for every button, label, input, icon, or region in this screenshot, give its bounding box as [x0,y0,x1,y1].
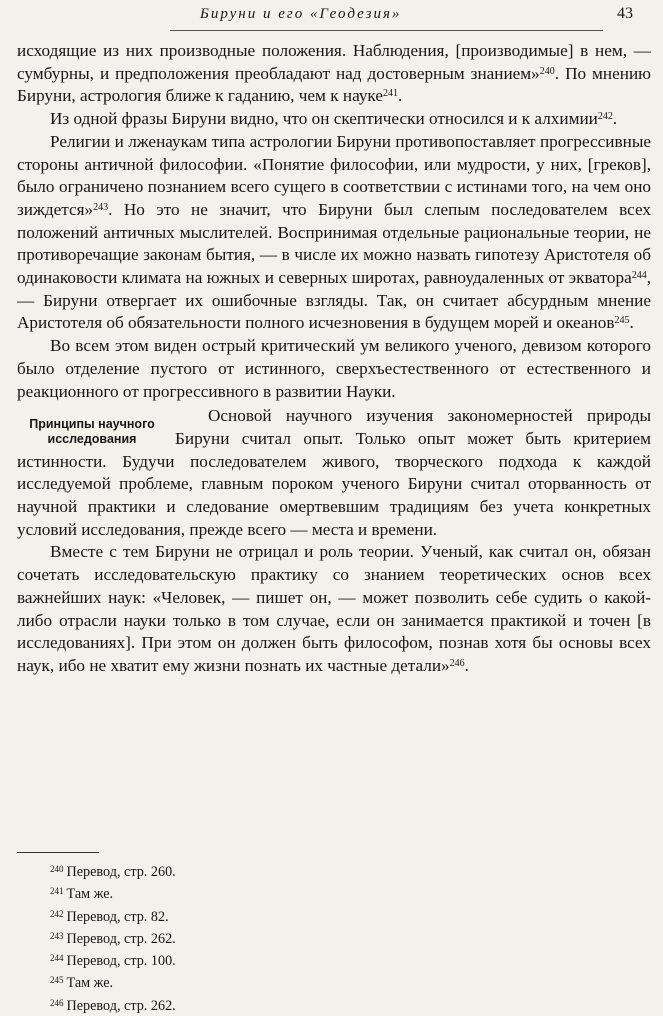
text-run: Во всем этом виден острый критический ум великого ученого, девизом которого было отделение пустого от истинного, сверхъестественного от естественного и реакционного от прогрессивного в развитии Науки. [17,336,651,401]
footnote-number: 242 [50,908,64,919]
footnote-number: 245 [50,975,64,986]
footnote-number: 246 [50,997,64,1008]
footnote-text: Там же. [66,886,114,903]
footnote-text: Перевод, стр. 260. [66,864,176,880]
paragraph-astrology [17,40,651,108]
footnote-text: Перевод, стр. 82. [66,908,169,925]
running-title: Бируни и его «Геодезия» [200,6,402,22]
footnote-item [50,882,176,904]
side-heading: Принципы научного исследования [29,417,155,447]
footnote-ref: 242 [597,111,613,123]
footnote-item [50,949,176,971]
text-run: . [464,655,469,675]
paragraph-critical-mind [17,335,651,403]
text-run: Вместе с тем Бируни не отрицал и роль теории. Ученый, как считал он, обязан сочетать исследовательскую практику со знанием теоретических основ всех важнейших наук: «Человек, — пишет он, — может позволить себе судить о какой-либо отрасли науки только в том случае, если он занимается практикой и точен [в исследованиях]. При этом он должен быть философом, познав хотя бы основы всех наук, ибо не хватит ему жизни познать их частные детали» [17,542,651,675]
footnote-item [50,905,176,927]
footnote-item [50,971,176,993]
text-run: . [629,313,634,333]
footnotes [50,860,176,1016]
main-text [17,40,651,678]
footnote-ref: 240 [539,65,555,77]
footnote-text: Перевод, стр. 100. [66,953,176,970]
header-rule [170,30,603,31]
footnote-text: Там же. [66,975,114,992]
text-run: . [612,109,618,129]
text-run: . [397,86,403,106]
text-run: Основой научного изучения закономерностей природы Бируни считал опыт. Только опыт может быть критерием истинности. Будучи последователем живого, творческого подхода к каждой исследуемой проблеме, главным пороком ученого Бируни считал оторванность от научной практики и следование омертвевшим традициям без учета конкретных условий исследования, прежде всего — места и времени. [17,406,651,539]
footnote-item [50,994,176,1016]
footnote-ref: 246 [449,657,465,669]
paragraph-alchemy [17,108,651,131]
paragraph-theory [17,541,651,677]
paragraph-philosophy [17,131,651,335]
footnote-ref: 244 [631,270,647,282]
text-run: исходящие из них производные положения. Наблюдения, [производимые] в нем, — сумбурны, и предположения преобладают над достоверным знанием» [17,41,651,83]
footnote-number: 243 [50,930,64,941]
footnote-text: Перевод, стр. 262. [66,930,176,947]
text-run: Из одной фразы Бируни видно, что он скептически относился и к алхимии [50,109,598,129]
text-run: , — Бируни отвергает их ошибочные взгляды. Так, он считает абсурдным мнение Аристотеля об обязательности полного исчезновения в будущем морей и океанов [17,268,651,333]
text-run: . Но это не значит, что Бируни был слепым последователем всех положений античных мыслителей. Воспринимая отдельные рациональные теории, не противоречащие законам бытия, — в числе их можно назвать гипотезу Аристотеля об одинаковости климата на южных и северных широтах, равноудаленных от экватора [17,199,651,288]
footnote-number: 244 [50,953,64,964]
page-header [0,4,663,30]
footnote-ref: 243 [93,201,109,213]
footnote-text: Перевод, стр. 262. [66,997,176,1014]
page-number: 43 [617,5,633,22]
footnote-number: 241 [50,886,64,897]
text-run: . По мнению Бируни, астрология ближе к гаданию, чем к науке [17,63,652,106]
footnote-item [50,860,176,882]
footnote-ref: 245 [614,315,630,327]
footnote-number: 240 [50,864,64,874]
footnote-ref: 241 [382,88,398,100]
footnote-item [50,927,176,949]
text-run: Религии и лженаукам типа астрологии Бируни противопоставляет прогрессивные стороны античной философии. «Понятие философии, или мудрости, у них, [греков], было ограничено познанием всего сущего в соответствии с истинами того, на чем оно зиждется» [17,131,651,219]
footnote-rule [17,852,99,853]
